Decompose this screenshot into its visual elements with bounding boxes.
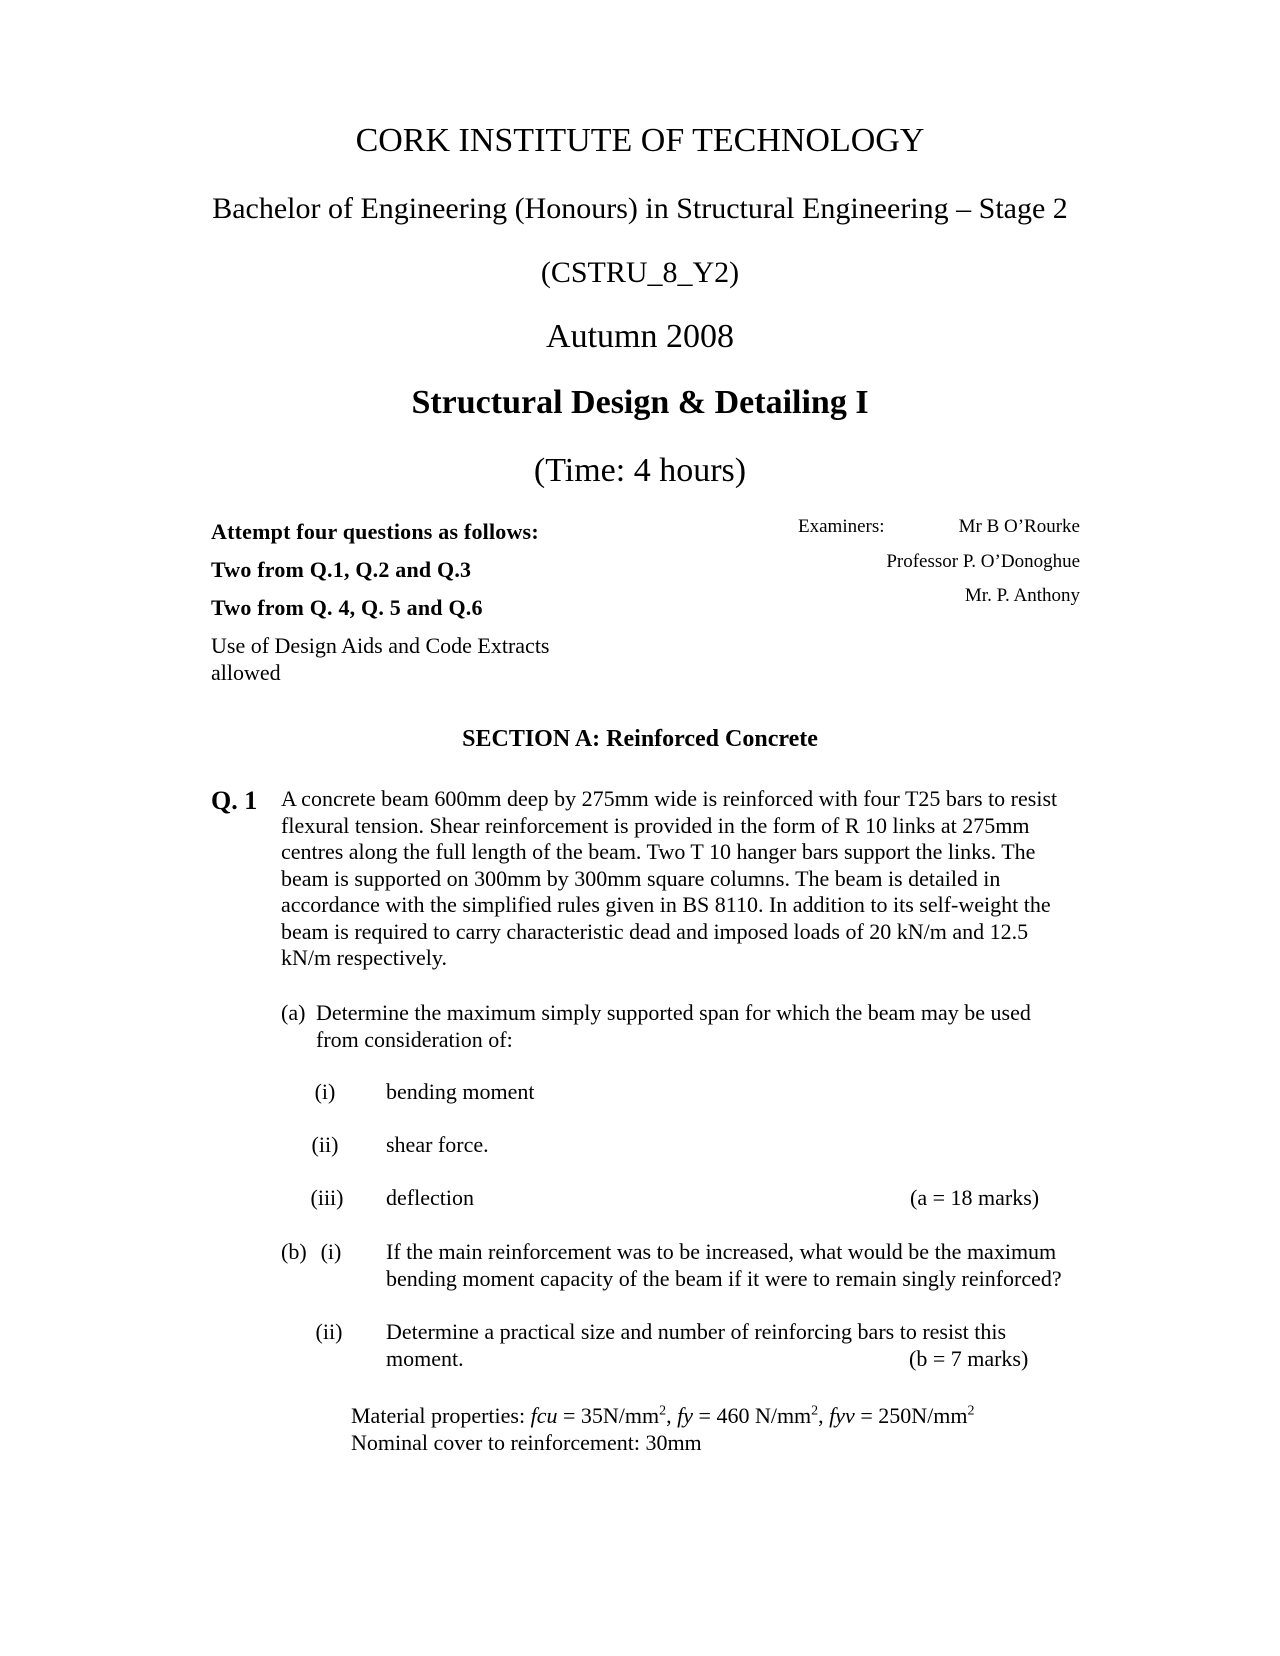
part-a-text-line: Determine the maximum simply supported span for which the beam may be used [316, 1000, 1031, 1025]
question-text-line: kN/m respectively. [281, 945, 447, 970]
part-b-marks: (b = 7 marks) [909, 1346, 1029, 1371]
part-b-label: (b) [281, 1239, 307, 1264]
instruction-line: Two from Q.1, Q.2 and Q.3 [211, 557, 472, 582]
question-text-line: flexural tension. Shear reinforcement is provided in the form of R 10 links at 275mm [281, 812, 1030, 838]
instruction-line: Attempt four questions as follows: [211, 519, 539, 544]
question-text-line: beam is supported on 300mm by 300mm square columns. The beam is detailed in [281, 865, 1001, 891]
section-heading: SECTION A: Reinforced Concrete [462, 726, 818, 752]
examiner-name: Mr. P. Anthony [964, 585, 1080, 606]
material-prefix: Material properties: [351, 1403, 531, 1428]
unit-exponent: 2 [811, 1403, 819, 1419]
examiner-name: Mr B O’Rourke [958, 516, 1080, 537]
instruction-line: Two from Q. 4, Q. 5 and Q.6 [211, 595, 483, 620]
sub-item-numeral: (iii) [310, 1185, 344, 1210]
question-text-line: centres along the full length of the beam. Two T 10 hanger bars support the links. The [281, 839, 1036, 864]
sub-item-numeral: (i) [320, 1239, 342, 1264]
nominal-cover: Nominal cover to reinforcement: 30mm [351, 1430, 702, 1455]
part-a-text [316, 1000, 1116, 1053]
question-text-line: A concrete beam 600mm deep by 275mm wide is reinforced with four T25 bars to resist [281, 786, 1058, 811]
exam-session: Autumn 2008 [546, 318, 734, 355]
unit-exponent: 2 [659, 1403, 667, 1419]
design-aids-note: Use of Design Aids and Code Extracts allowed [211, 633, 550, 685]
fyv-value: = 250N/mm [854, 1403, 968, 1428]
sub-item-text-line: moment. [386, 1345, 464, 1371]
sub-item-text [386, 1239, 1062, 1292]
institution-title: CORK INSTITUTE OF TECHNOLOGY [355, 122, 925, 159]
paper-title: Structural Design & Detailing I [411, 384, 869, 421]
separator: , [818, 1403, 830, 1428]
question-text-line: accordance with the simplified rules given in BS 8110. In addition to its self-weight the [281, 892, 1051, 917]
separator: , [666, 1403, 678, 1428]
fy-value: = 460 N/mm [693, 1403, 812, 1428]
question-text-line: beam is required to carry characteristic dead and imposed loads of 20 kN/m and 12.5 [281, 918, 1029, 944]
sub-item-text: shear force. [386, 1132, 489, 1157]
fcu-value: = 35N/mm [557, 1403, 660, 1428]
exam-duration: (Time: 4 hours) [533, 452, 747, 489]
examiner-name: Professor P. O’Donoghue [886, 551, 1080, 572]
part-a-label: (a) [281, 1000, 306, 1025]
sub-item-text-line: Determine a practical size and number of reinforcing bars to resist this [386, 1319, 1007, 1344]
course-code: (CSTRU_8_Y2) [540, 256, 740, 289]
part-a-text-line: from consideration of: [316, 1026, 513, 1052]
sub-item-text-line: bending moment capacity of the beam if it were to remain singly reinforced? [386, 1265, 1062, 1291]
fyv-symbol: fyv [829, 1403, 855, 1428]
fy-symbol: fy [677, 1403, 694, 1428]
sub-item-text: bending moment [386, 1079, 535, 1104]
sub-item-text-line: If the main reinforcement was to be increased, what would be the maximum [386, 1239, 1057, 1264]
material-properties [351, 1402, 974, 1456]
sub-item-numeral: (i) [314, 1079, 336, 1104]
examiners-label: Examiners: [798, 516, 885, 537]
sub-item-numeral: (ii) [315, 1319, 343, 1344]
part-a-marks: (a = 18 marks) [910, 1185, 1040, 1210]
question-body [281, 786, 1111, 972]
sub-item-text: deflection [386, 1185, 474, 1210]
question-number: Q. 1 [211, 786, 258, 815]
fcu-symbol: fcu [530, 1403, 558, 1428]
unit-exponent: 2 [967, 1403, 975, 1419]
programme-title: Bachelor of Engineering (Honours) in Structural Engineering – Stage 2 [212, 192, 1068, 225]
sub-item-numeral: (ii) [311, 1132, 339, 1157]
material-properties-line [351, 1402, 974, 1429]
